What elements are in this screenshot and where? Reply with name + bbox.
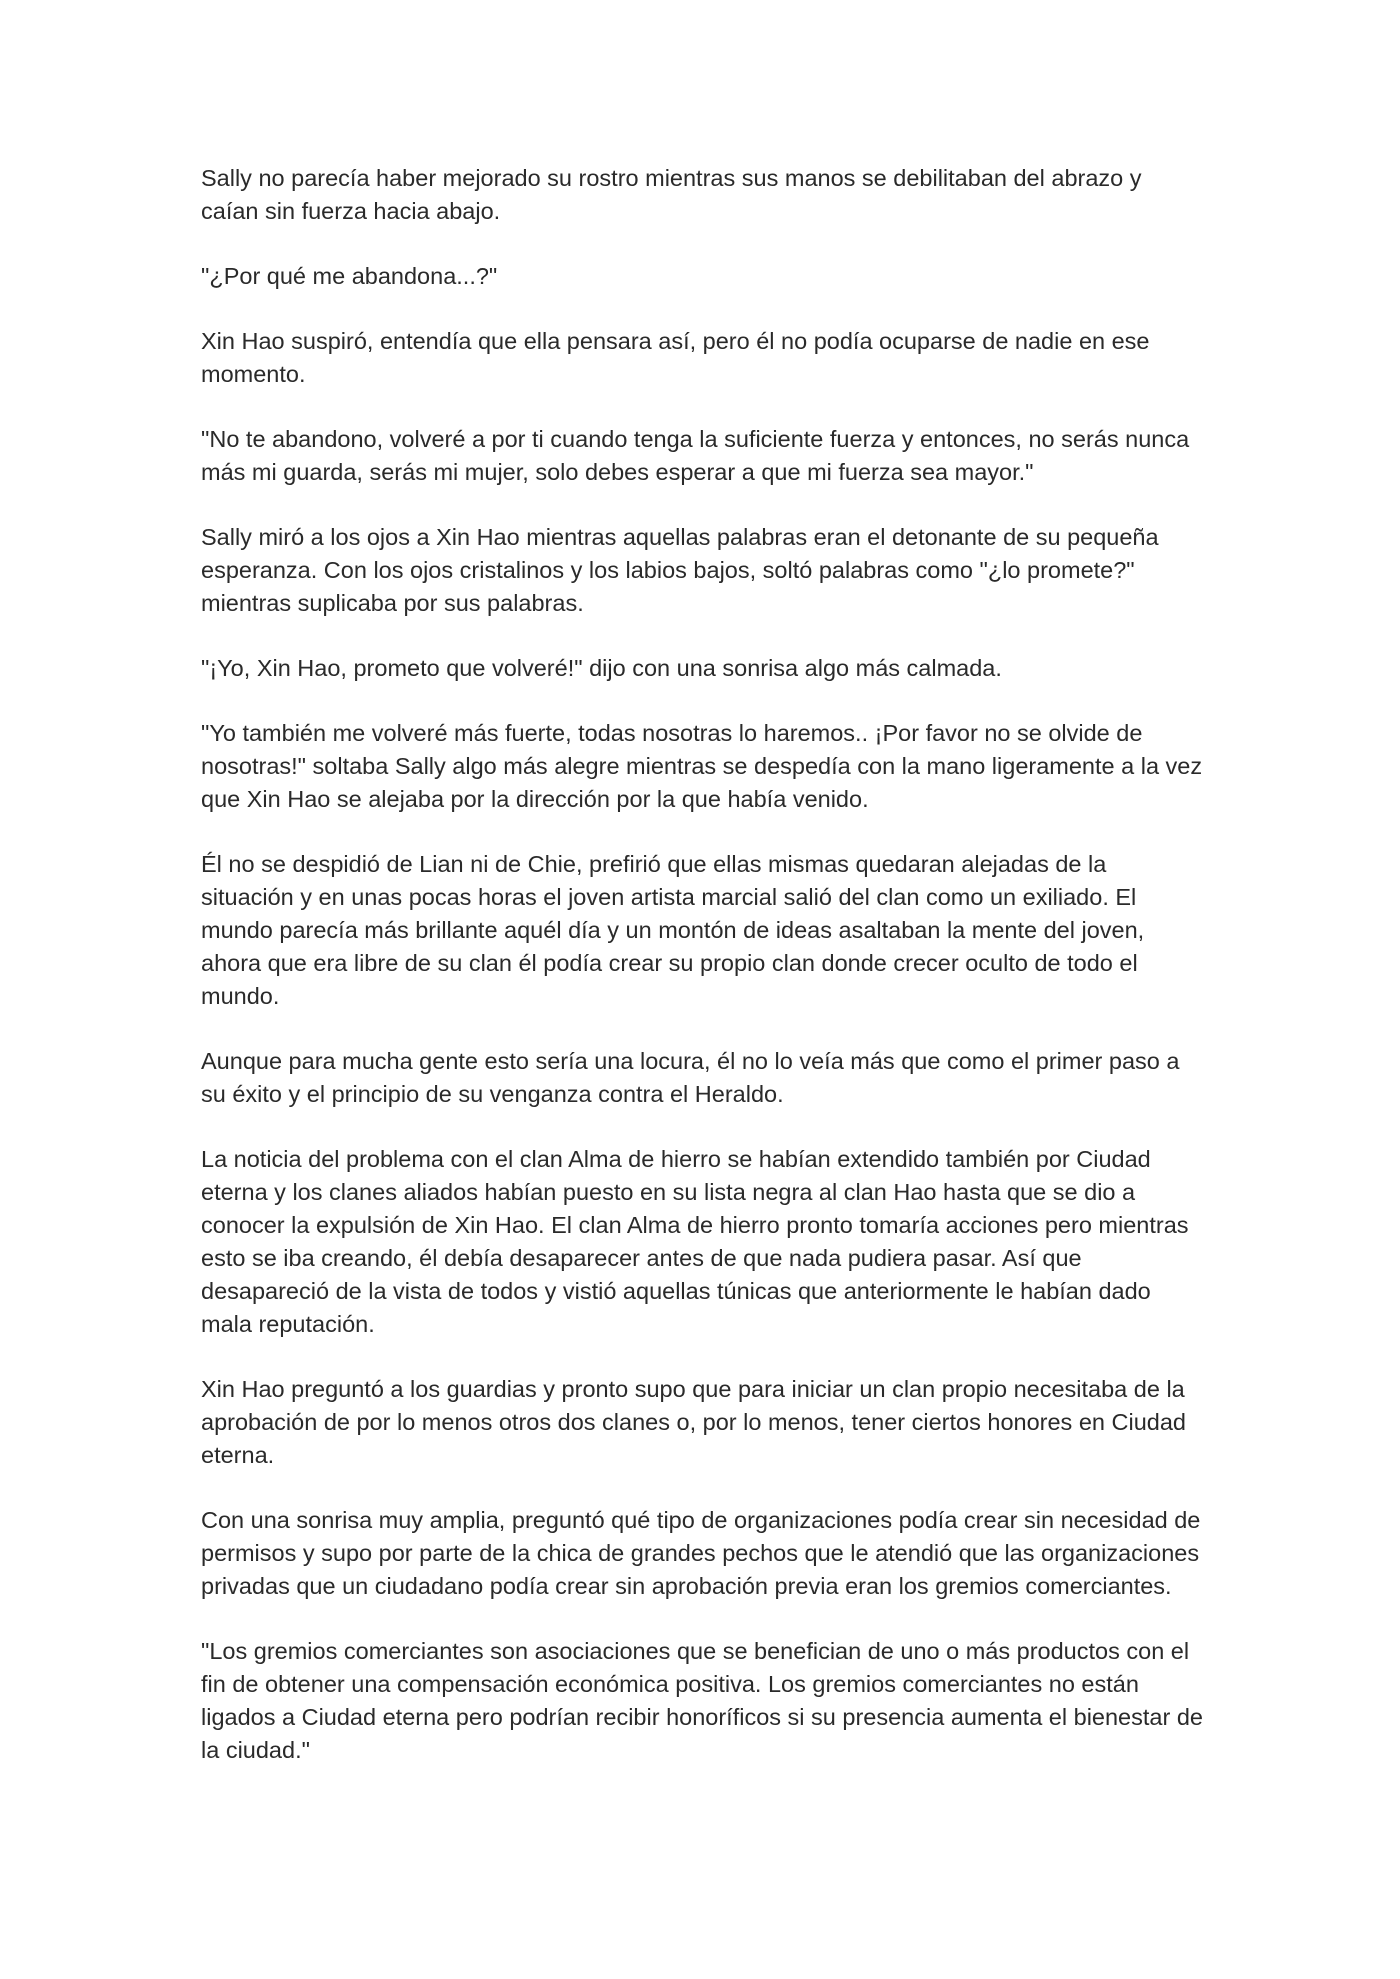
paragraph: "¿Por qué me abandona...?": [201, 263, 498, 289]
paragraph: Xin Hao suspiró, entendía que ella pensara así, pero él no podía ocuparse de nadie en ese momento.: [201, 328, 1150, 387]
paragraph: "Los gremios comerciantes son asociaciones que se benefician de uno o más productos con el fin de obtener una compensación económica positiva. Los gremios comerciantes no están ligados a Ciudad eterna pero podrían recibir honoríficos si su presencia aumenta el bienestar de la ciudad.": [201, 1638, 1203, 1763]
paragraph: Aunque para mucha gente esto sería una locura, él no lo veía más que como el primer paso a su éxito y el principio de su venganza contra el Heraldo.: [201, 1048, 1180, 1107]
paragraph: "¡Yo, Xin Hao, prometo que volveré!" dijo con una sonrisa algo más calmada.: [201, 655, 1002, 681]
paragraph: Sally no parecía haber mejorado su rostro mientras sus manos se debilitaban del abrazo y caían sin fuerza hacia abajo.: [201, 165, 1142, 224]
paragraph: Xin Hao preguntó a los guardias y pronto supo que para iniciar un clan propio necesitaba de la aprobación de por lo menos otros dos clanes o, por lo menos, tener ciertos honores en Ciudad eterna.: [201, 1376, 1186, 1468]
document-body: [201, 162, 1205, 1799]
paragraph: Sally miró a los ojos a Xin Hao mientras aquellas palabras eran el detonante de su pequeña esperanza. Con los ojos cristalinos y los labios bajos, soltó palabras como "¿lo promete?" mientras suplicaba por sus palabras.: [201, 524, 1159, 616]
paragraph: Él no se despidió de Lian ni de Chie, prefirió que ellas mismas quedaran alejadas de la situación y en unas pocas horas el joven artista marcial salió del clan como un exiliado. El mundo parecía más brillante aquél día y un montón de ideas asaltaban la mente del joven, ahora que era libre de su clan él podía crear su propio clan donde crecer oculto de todo el mundo.: [201, 851, 1145, 1009]
paragraph: "No te abandono, volveré a por ti cuando tenga la suficiente fuerza y entonces, no serás nunca más mi guarda, serás mi mujer, solo debes esperar a que mi fuerza sea mayor.": [201, 426, 1190, 485]
paragraph: Con una sonrisa muy amplia, preguntó qué tipo de organizaciones podía crear sin necesidad de permisos y supo por parte de la chica de grandes pechos que le atendió que las organizaciones privadas que un ciudadano podía crear sin aprobación previa eran los gremios comerciantes.: [201, 1507, 1201, 1599]
paragraph: La noticia del problema con el clan Alma de hierro se habían extendido también por Ciudad eterna y los clanes aliados habían puesto en su lista negra al clan Hao hasta que se dio a conocer la expulsión de Xin Hao. El clan Alma de hierro pronto tomaría acciones pero mientras esto se iba creando, él debía desaparecer antes de que nada pudiera pasar. Así que desapareció de la vista de todos y vistió aquellas túnicas que anteriormente le habían dado mala reputación.: [201, 1146, 1189, 1337]
paragraph: "Yo también me volveré más fuerte, todas nosotras lo haremos.. ¡Por favor no se olvide de nosotras!" soltaba Sally algo más alegre mientras se despedía con la mano ligeramente a la vez que Xin Hao se alejaba por la dirección por la que había venido.: [201, 720, 1203, 812]
